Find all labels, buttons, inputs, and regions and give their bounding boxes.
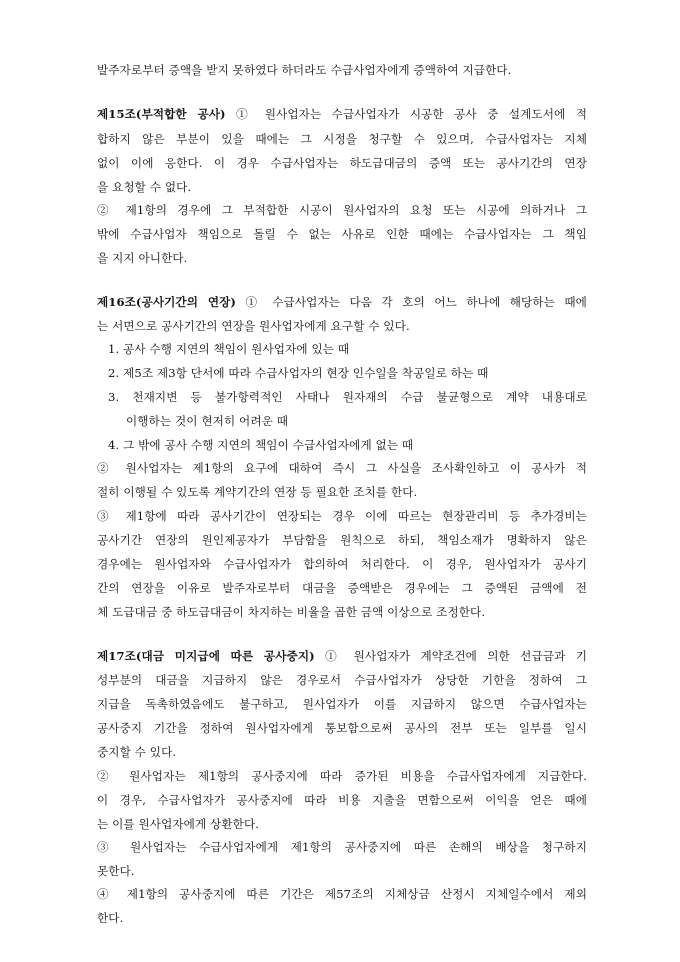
article-16-heading: 제16조(공사기간의 연장)	[97, 295, 236, 309]
text-line: 이 경우, 수급사업자가 공사중지에 따라 비용 지출을 면함으로써 이익을 얻은 때에	[97, 793, 587, 807]
text-line: 경우에는 원사업자와 수급사업자가 합의하여 처리한다. 이 경우, 원사업자가 공사기	[97, 557, 587, 571]
text-line: ② 원사업자는 제1항의 공사중지에 따라 증가된 비용을 수급사업자에게 지급한다.	[97, 769, 587, 783]
text-line: ① 수급사업자는 다음 각 호의 어느 하나에 해당하는 때에	[245, 295, 587, 309]
list-item-continuation: 이행하는 것이 현저히 어려운 때	[126, 414, 289, 428]
list-item: 3. 천재지변 등 불가항력적인 사태나 원자재의 수급 불균형으로 계약 내용대로	[108, 390, 587, 404]
text-line: ④ 제1항의 공사중지에 따른 기간은 제57조의 지체상금 산정시 지체일수에서 제외	[97, 887, 587, 901]
text-line: ② 원사업자는 제1항의 요구에 대하여 즉시 그 사실을 조사확인하고 이 공사가 적	[97, 461, 587, 475]
list-item: 1. 공사 수행 지연의 책임이 원사업자에 있는 때	[108, 342, 350, 356]
text-line: 중지할 수 있다.	[97, 745, 177, 759]
article-16-first-line	[97, 297, 587, 309]
text-line: 절히 이행될 수 있도록 계약기간의 연장 등 필요한 조치를 한다.	[97, 485, 418, 499]
text-line: 는 이를 원사업자에게 상환한다.	[97, 817, 260, 831]
list-item: 2. 제5조 제3항 단서에 따라 수급사업자의 현장 인수일을 착공일로 하는 때	[108, 366, 489, 380]
text-line: 합하지 않은 부분이 있을 때에는 그 시정을 청구할 수 있으며, 수급사업자는 지체	[97, 132, 587, 146]
text-line: ② 제1항의 경우에 그 부적합한 시공이 원사업자의 요청 또는 시공에 의하거나 그	[97, 203, 587, 217]
text-line: 을 지지 아니한다.	[97, 251, 188, 265]
text-line: 못한다.	[97, 864, 135, 878]
text-line: 간의 연장을 이유로 발주자로부터 대금을 증액받은 경우에는 그 증액된 금액에 전	[97, 581, 587, 595]
text-line: ③ 제1항에 따라 공사기간이 연장되는 경우 이에 따르는 현장관리비 등 추가경비는	[97, 509, 587, 523]
text-line: 을 요청할 수 없다.	[97, 180, 192, 194]
text-line: ③ 원사업자는 수급사업자에게 제1항의 공사중지에 따른 손해의 배상을 청구하지	[97, 840, 587, 854]
article-17-first-line	[97, 651, 587, 663]
text-line: 없이 이에 응한다. 이 경우 수급사업자는 하도급대금의 증액 또는 공사기간의 연장	[97, 156, 587, 170]
text-line: 공사기간 연장의 원인제공자가 부담함을 원칙으로 하되, 책임소재가 명확하지 않은	[97, 533, 587, 547]
list-item: 4. 그 밖에 공사 수행 지연의 책임이 수급사업자에게 없는 때	[108, 438, 414, 452]
text-line: 공사중지 기간을 정하여 원사업자에게 통보함으로써 공사의 전부 또는 일부를 일시	[97, 721, 587, 735]
article-15-first-line	[97, 109, 587, 121]
article-17-heading: 제17조(대금 미지급에 따른 공사중지)	[97, 649, 315, 663]
text-line: 성부분의 대금을 지급하지 않은 경우로서 수급사업자가 상당한 기한을 정하여 그	[97, 673, 587, 687]
text-line: 발주자로부터 증액을 받지 못하였다 하더라도 수급사업자에게 증액하여 지급한다.	[97, 63, 512, 77]
text-line: 지급을 독촉하였음에도 불구하고, 원사업자가 이를 지급하지 않으면 수급사업자는	[97, 697, 587, 711]
article-15-heading: 제15조(부적합한 공사)	[97, 107, 226, 121]
text-line: ① 원사업자가 계약조건에 의한 선급금과 기	[325, 649, 588, 663]
text-line: ① 원사업자는 수급사업자가 시공한 공사 중 설계도서에 적	[236, 107, 587, 121]
text-line: 밖에 수급사업자 책임으로 돌릴 수 없는 사유로 인한 때에는 수급사업자는 그 책임	[97, 227, 587, 241]
text-line: 한다.	[97, 911, 124, 925]
text-line: 체 도급대금 중 하도급대금이 차지하는 비율을 곱한 금액 이상으로 조정한다.	[97, 605, 486, 619]
text-line: 는 서면으로 공사기간의 연장을 원사업자에게 요구할 수 있다.	[97, 319, 410, 333]
